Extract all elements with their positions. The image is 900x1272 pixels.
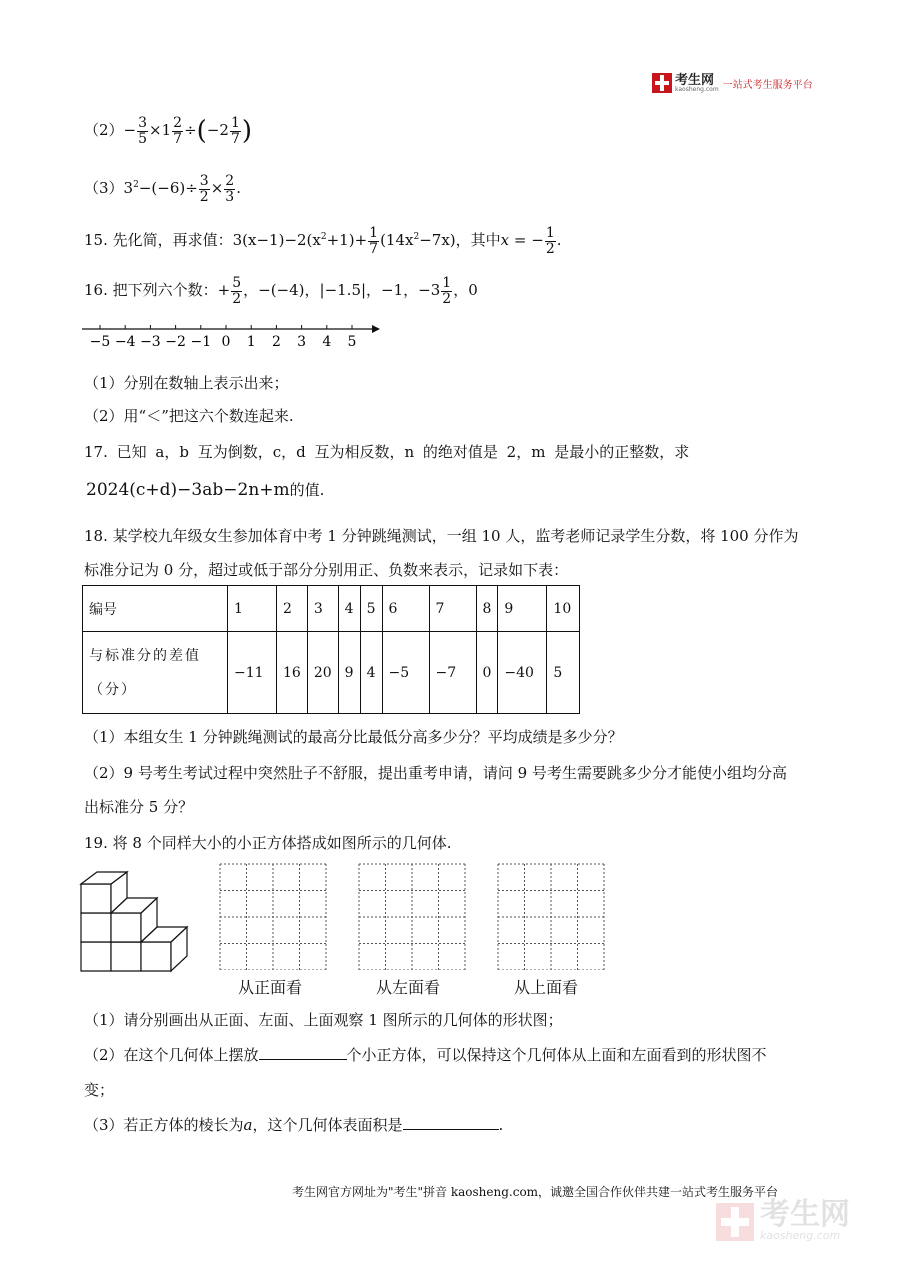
table-cell: −40 xyxy=(498,632,547,714)
table-cell: −7 xyxy=(429,632,476,714)
q14-p2-open-paren: ( xyxy=(196,116,207,147)
table-cell: −5 xyxy=(382,632,429,714)
table-cell: 5 xyxy=(360,586,382,632)
q19-p2-b: 个小正方体，可以保持这个几何体从上面和左面看到的形状图不 xyxy=(346,1046,767,1064)
number-line-tick-label: 1 xyxy=(246,334,256,350)
q15-expr-a: 3(x−1)−2(x xyxy=(232,231,321,250)
q16-p1: （1）分别在数轴上表示出来； xyxy=(84,374,289,392)
q14-p3-frac1: $\frac{3}{2}$ xyxy=(199,173,209,205)
q17-tail: 的值. xyxy=(289,481,325,499)
view-grid-0[interactable] xyxy=(220,864,326,970)
table-head-diff: 与标准分的差值 （分） xyxy=(83,632,228,714)
table-cell: 2 xyxy=(277,586,308,632)
q14-p2-neg2: −2 xyxy=(206,121,229,140)
logo-slogan: 一站式考生服务平台 xyxy=(722,79,813,91)
table-cell: 6 xyxy=(382,586,429,632)
q15-exp: 2 xyxy=(320,232,327,243)
q14-p3-times: × xyxy=(210,179,224,198)
q19-p3-blank[interactable] xyxy=(403,1117,499,1130)
q19-p3-a: （3）若正方体的棱长为 xyxy=(84,1116,244,1134)
number-line-arrow xyxy=(372,325,380,333)
q17-line2 xyxy=(86,479,324,500)
q14-p3-base: 3 xyxy=(123,179,134,198)
q15 xyxy=(84,226,562,256)
table-cell: 7 xyxy=(429,586,476,632)
number-line-tick-label: −4 xyxy=(114,334,136,350)
q16-frac1: $\frac{5}{2}$ xyxy=(232,275,242,307)
number-line-tick-label: −3 xyxy=(140,334,161,350)
table-cell: 5 xyxy=(547,632,580,714)
q15-lead: 15. 先化简，再求值： xyxy=(84,231,233,250)
table-cell: 9 xyxy=(498,586,547,632)
number-line-tick-label: 2 xyxy=(271,334,281,350)
number-line-tick-label: 3 xyxy=(297,334,307,350)
q14-p3-exp: 2 xyxy=(133,180,139,191)
watermark xyxy=(716,1197,850,1242)
q14-p2-frac3: $\frac{1}{7}$ xyxy=(230,115,240,147)
q15-expr-d: −7x) xyxy=(419,231,456,250)
q18-p1: （1）本组女生 1 分钟跳绳测试的最高分比最低分高多少分？平均成绩是多少分？ xyxy=(84,728,623,746)
watermark-logo-icon xyxy=(716,1203,754,1241)
table-cell: 3 xyxy=(307,586,338,632)
q16 xyxy=(84,276,478,306)
q18-p2a: （2）9 号考生考试过程中突然肚子不舒服，提出重考申请，请问 9 号考生需要跳多少分才能使小组均分高 xyxy=(84,764,787,782)
q16-rest-a: ，−(−4)，|−1.5|，−1，−3 xyxy=(243,281,441,300)
watermark-name: 考生网 xyxy=(760,1197,850,1232)
q19-p2 xyxy=(84,1044,767,1065)
table-cell: 16 xyxy=(277,632,308,714)
q14-part2 xyxy=(84,116,252,146)
q18-p2b: 出标准分 5 分？ xyxy=(84,798,194,816)
score-table xyxy=(82,585,580,714)
q19-p2c: 变； xyxy=(84,1081,115,1099)
watermark-domain: kaosheng.com xyxy=(760,1229,841,1242)
q15-expr-b: +1)+ xyxy=(326,231,368,250)
q15-exp-b: 2 xyxy=(413,232,420,243)
q18-line2: 标准分记为 0 分，超过或低于部分分别用正、负数来表示，记录如下表： xyxy=(84,561,569,579)
table-cell: 1 xyxy=(228,586,277,632)
table-cell: −11 xyxy=(228,632,277,714)
q15-x-frac: $\frac{1}{2}$ xyxy=(545,225,555,257)
q16-lead: 16. 把下列六个数： xyxy=(84,281,218,300)
q14-part3 xyxy=(84,174,241,204)
table-cell: 8 xyxy=(476,586,498,632)
table-cell: 10 xyxy=(547,586,580,632)
table-head-id: 编号 xyxy=(83,586,228,632)
q17-line1: 17. 已知 a，b 互为倒数，c，d 互为相反数，n 的绝对值是 2，m 是最小的正整数，求 xyxy=(84,443,690,461)
number-line-tick-label: −1 xyxy=(190,334,212,350)
number-line-tick-label: −2 xyxy=(165,334,186,350)
view-grid-2[interactable] xyxy=(498,864,604,970)
kaosheng-logo-icon xyxy=(652,73,672,93)
q14-p2-times: ×1 xyxy=(149,121,172,140)
table-cell: 9 xyxy=(338,632,360,714)
grid-label-left: 从左面看 xyxy=(376,978,441,997)
q18-line1: 18. 某学校九年级女生参加体育中考 1 分钟跳绳测试，一组 10 人，监考老师记录学生分数，将 100 分作为 xyxy=(84,527,799,545)
q19-p3 xyxy=(84,1114,503,1135)
q14-p2-minus: − xyxy=(123,121,137,140)
logo-domain: kaosheng.com xyxy=(675,85,719,93)
q14-p2-label: （2） xyxy=(84,121,124,140)
q14-p2-frac2: $\frac{2}{7}$ xyxy=(173,115,183,147)
logo-name: 考生网 xyxy=(675,72,715,88)
q15-expr-c: (14x xyxy=(380,231,414,250)
q14-p2-frac1: $\frac{3}{5}$ xyxy=(138,115,148,147)
number-line-tick-label: 5 xyxy=(347,334,357,350)
q17-expr: 2024(c+d)−3ab−2n+m xyxy=(86,480,290,500)
table-cell: 20 xyxy=(307,632,338,714)
q16-plus: + xyxy=(217,281,231,300)
q19-p3-end: . xyxy=(498,1116,504,1134)
table-cell: 0 xyxy=(476,632,498,714)
q19-p2-blank[interactable] xyxy=(259,1047,347,1060)
q19-p3-var: a xyxy=(243,1116,253,1134)
q15-frac: $\frac{1}{7}$ xyxy=(369,225,379,257)
q15-where: ，其中 xyxy=(455,231,501,250)
grid-group xyxy=(220,864,604,970)
q14-p3-frac2: $\frac{2}{3}$ xyxy=(225,173,235,205)
table-row-diffs xyxy=(83,632,580,714)
view-grids xyxy=(218,862,608,970)
number-line xyxy=(80,318,385,352)
number-line-tick-label: 0 xyxy=(221,334,231,350)
grid-label-top: 从上面看 xyxy=(514,978,579,997)
number-line-tick-label: −5 xyxy=(89,334,111,350)
grid-label-front: 从正面看 xyxy=(238,978,303,997)
q14-p2-div: ÷ xyxy=(184,121,197,140)
cube-stack-figure xyxy=(78,870,193,975)
table-cell: 4 xyxy=(360,632,382,714)
q14-p3-mid: −(−6)÷ xyxy=(138,179,198,198)
table-cell: 4 xyxy=(338,586,360,632)
q19-lead: 19. 将 8 个同样大小的小正方体搭成如图所示的几何体. xyxy=(84,834,452,852)
q15-end: . xyxy=(556,231,562,250)
footer-text: 考生网官方网址为"考生"拼音 kaosheng.com，诚邀全国合作伙伴共建一站式考生服务平台 xyxy=(292,1185,779,1199)
q19-p2-a: （2）在这个几何体上摆放 xyxy=(84,1046,259,1064)
q14-p3-label: （3） xyxy=(84,179,124,198)
table-row-ids xyxy=(83,586,580,632)
q14-p2-close-paren: ) xyxy=(241,116,253,147)
q16-frac2: $\frac{1}{2}$ xyxy=(442,275,452,307)
q16-p2: （2）用“＜”把这六个数连起来. xyxy=(84,407,294,425)
q19-p3-b: ，这个几何体表面积是 xyxy=(252,1116,403,1134)
q19-p1: （1）请分别画出从正面、左面、上面观察 1 图所示的几何体的形状图； xyxy=(84,1011,563,1029)
q14-p3-end: . xyxy=(236,179,241,198)
number-line-tick-label: 4 xyxy=(322,334,332,350)
header-logo xyxy=(652,73,813,93)
q15-x-eq: x = − xyxy=(500,231,544,250)
q16-rest-b: ，0 xyxy=(453,281,478,300)
view-grid-1[interactable] xyxy=(359,864,465,970)
